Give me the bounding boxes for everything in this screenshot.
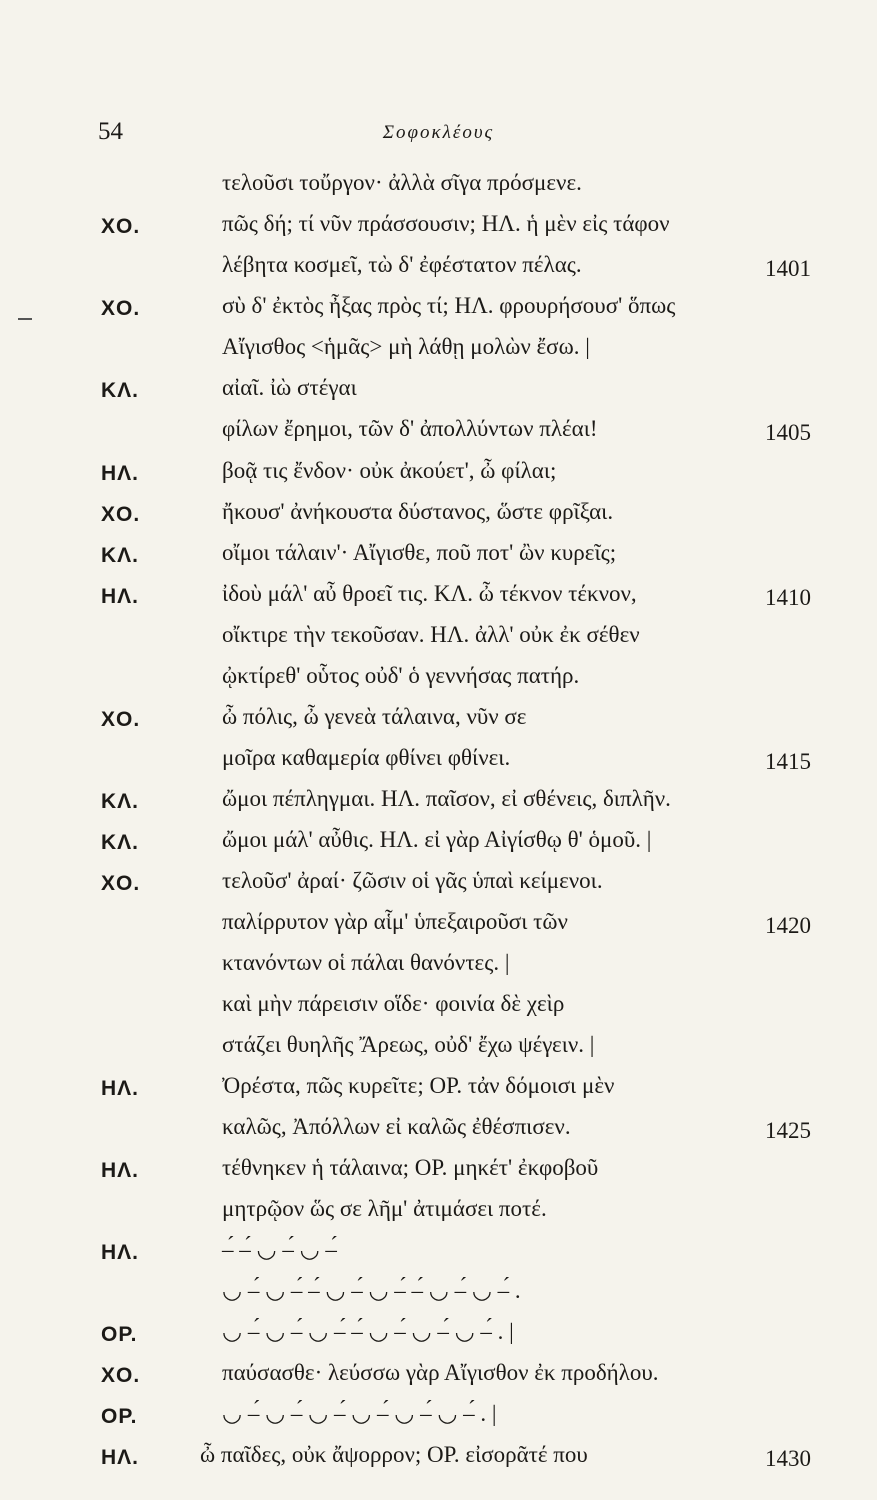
verse-text: λέβητα κοσμεῖ, τὼ δ' ἐφέστατον πέλας. bbox=[222, 252, 582, 277]
verse-line bbox=[0, 1237, 877, 1277]
verse-text: καὶ μὴν πάρεισιν οἵδε· φοινία δὲ χεὶρ bbox=[222, 991, 565, 1016]
verse-line bbox=[0, 1278, 877, 1318]
verse-line bbox=[0, 1196, 877, 1236]
verse-text: μητρῷον ὥς σε λῆμ' ἀτιμάσει ποτέ. bbox=[222, 1196, 547, 1221]
verse-text: ᾠκτίρεθ' οὗτος οὐδ' ὁ γεννήσας πατήρ. bbox=[222, 663, 580, 688]
verse-text: καλῶς, Ἀπόλλων εἰ καλῶς ἐθέσπισεν. bbox=[222, 1114, 571, 1139]
verse-text: ◡ –́ ◡ –́ ◡ –́ –́ ◡ –́ ◡ –́ ◡ –́ . | bbox=[222, 1319, 514, 1344]
speaker-label: ΚΛ. bbox=[101, 790, 140, 813]
verse-line bbox=[0, 663, 877, 703]
speaker-label: ΚΛ. bbox=[101, 544, 140, 567]
verse-line bbox=[0, 1114, 877, 1154]
verse-line bbox=[0, 827, 877, 867]
speaker-label: ΗΛ. bbox=[101, 1077, 140, 1100]
verse-text: ὦ παῖδες, οὐκ ἄψορρον; ΟΡ. εἰσορᾶτέ που bbox=[200, 1442, 588, 1467]
verse-line bbox=[0, 1032, 877, 1072]
verse-line bbox=[0, 1073, 877, 1113]
verse-line bbox=[0, 1401, 877, 1441]
verse-line bbox=[0, 211, 877, 251]
verse-text: Ὀρέστα, πῶς κυρεῖτε; ΟΡ. τἀν δόμοισι μὲν bbox=[222, 1073, 615, 1098]
line-number: 1415 bbox=[765, 749, 811, 774]
verse-text: σὺ δ' ἐκτὸς ἦξας πρὸς τί; ΗΛ. φρουρήσουσ' ὅπως bbox=[222, 293, 676, 318]
verse-text: ὤμοι μάλ' αὖθις. ΗΛ. εἰ γὰρ Αἰγίσθῳ θ' ὁμοῦ. | bbox=[222, 827, 652, 852]
verse-line bbox=[0, 868, 877, 908]
verse-line bbox=[0, 622, 877, 662]
verse-line bbox=[0, 499, 877, 539]
verse-text: –́ –́ ◡ –́ ◡ –́ bbox=[222, 1237, 337, 1262]
verse-text: οἴκτιρε τὴν τεκοῦσαν. ΗΛ. ἀλλ' οὐκ ἐκ σέθεν bbox=[222, 622, 640, 647]
running-title: Σοφοκλέους bbox=[382, 122, 495, 143]
speaker-label: ΗΛ. bbox=[101, 585, 140, 608]
verse-text: οἴμοι τάλαιν'· Αἴγισθε, ποῦ ποτ' ὢν κυρεῖς; bbox=[222, 540, 617, 565]
speaker-label: ΧΟ. bbox=[101, 503, 141, 526]
line-number: 1430 bbox=[765, 1446, 811, 1471]
page-number: 54 bbox=[98, 118, 123, 145]
verse-text: τελοῦσ' ἀραί· ζῶσιν οἱ γᾶς ὑπαὶ κείμενοι. bbox=[222, 868, 603, 893]
verse-line bbox=[0, 991, 877, 1031]
verse-text: κτανόντων οἱ πάλαι θανόντες. | bbox=[222, 950, 510, 975]
verse-line bbox=[0, 1155, 877, 1195]
verse-text: πῶς δή; τί νῦν πράσσουσιν; ΗΛ. ἡ μὲν εἰς τάφον bbox=[222, 211, 670, 236]
verse-text: ὦ πόλις, ὦ γενεὰ τάλαινα, νῦν σε bbox=[222, 704, 527, 729]
verse-text: Αἴγισθος <ἡμᾶς> μὴ λάθῃ μολὼν ἔσω. | bbox=[222, 334, 590, 359]
speaker-label: ΚΛ. bbox=[101, 379, 140, 402]
verse-text: τέθνηκεν ἡ τάλαινα; ΟΡ. μηκέτ' ἐκφοβοῦ bbox=[222, 1155, 599, 1180]
speaker-label: ΟΡ. bbox=[101, 1405, 138, 1428]
verse-line bbox=[0, 252, 877, 292]
verse-text: αἰαῖ. ἰὼ στέγαι bbox=[222, 375, 357, 400]
speaker-label: ΗΛ. bbox=[101, 1446, 140, 1469]
verse-line bbox=[0, 540, 877, 580]
verse-text: ἤκουσ' ἀνήκουστα δύστανος, ὥστε φρῖξαι. bbox=[222, 499, 614, 524]
speaker-label: ΧΟ. bbox=[101, 708, 141, 731]
line-number: 1425 bbox=[765, 1118, 811, 1143]
verse-text: στάζει θυηλῆς Ἄρεως, οὐδ' ἔχω ψέγειν. | bbox=[222, 1032, 595, 1057]
verse-line bbox=[0, 704, 877, 744]
verse-line bbox=[0, 1360, 877, 1400]
speaker-label: ΧΟ. bbox=[101, 872, 141, 895]
verse-line bbox=[0, 1319, 877, 1359]
verse-text: βοᾷ τις ἔνδον· οὐκ ἀκούετ', ὦ φίλαι; bbox=[222, 458, 557, 483]
verse-line bbox=[0, 170, 877, 210]
line-number: 1410 bbox=[765, 585, 811, 610]
verse-text: φίλων ἔρημοι, τῶν δ' ἀπολλύντων πλέαι! bbox=[222, 416, 598, 441]
speaker-label: ΗΛ. bbox=[101, 1159, 140, 1182]
verse-line bbox=[0, 458, 877, 498]
verse-text: παύσασθε· λεύσσω γὰρ Αἴγισθον ἐκ προδήλου. bbox=[222, 1360, 659, 1385]
verse-line bbox=[0, 950, 877, 990]
verse-line bbox=[0, 416, 877, 456]
speaker-label: ΧΟ. bbox=[101, 215, 141, 238]
verse-text: ἰδοὺ μάλ' αὖ θροεῖ τις. ΚΛ. ὦ τέκνον τέκνον, bbox=[222, 581, 637, 606]
speaker-label: ΚΛ. bbox=[101, 831, 140, 854]
verse-line bbox=[0, 786, 877, 826]
line-number: 1401 bbox=[765, 256, 811, 281]
verse-line bbox=[0, 375, 877, 415]
speaker-label: ΟΡ. bbox=[101, 1323, 138, 1346]
verse-text: ὤμοι πέπληγμαι. ΗΛ. παῖσον, εἰ σθένεις, διπλῆν. bbox=[222, 786, 671, 811]
verse-line bbox=[0, 293, 877, 333]
speaker-label: ΧΟ. bbox=[101, 297, 141, 320]
speaker-label: ΗΛ. bbox=[101, 462, 140, 485]
verse-text: παλίρρυτον γὰρ αἷμ' ὑπεξαιροῦσι τῶν bbox=[222, 909, 568, 934]
verse-line bbox=[0, 1442, 877, 1482]
verse-line bbox=[0, 745, 877, 785]
verse-text: τελοῦσι τοὔργον· ἀλλὰ σῖγα πρόσμενε. bbox=[222, 170, 582, 195]
verse-line bbox=[0, 581, 877, 621]
line-number: 1420 bbox=[765, 913, 811, 938]
verse-line bbox=[0, 334, 877, 374]
line-number: 1405 bbox=[765, 420, 811, 445]
speaker-label: ΗΛ. bbox=[101, 1241, 140, 1264]
speaker-label: ΧΟ. bbox=[101, 1364, 141, 1387]
verse-line bbox=[0, 909, 877, 949]
verse-text: ◡ –́ ◡ –́ ◡ –́ ◡ –́ ◡ –́ ◡ –́ . | bbox=[222, 1401, 497, 1426]
verse-text: μοῖρα καθαμερία φθίνει φθίνει. bbox=[222, 745, 511, 770]
verse-text: ◡ –́ ◡ –́ –́ ◡ –́ ◡ –́ –́ ◡ –́ ◡ –́ . bbox=[222, 1278, 521, 1303]
